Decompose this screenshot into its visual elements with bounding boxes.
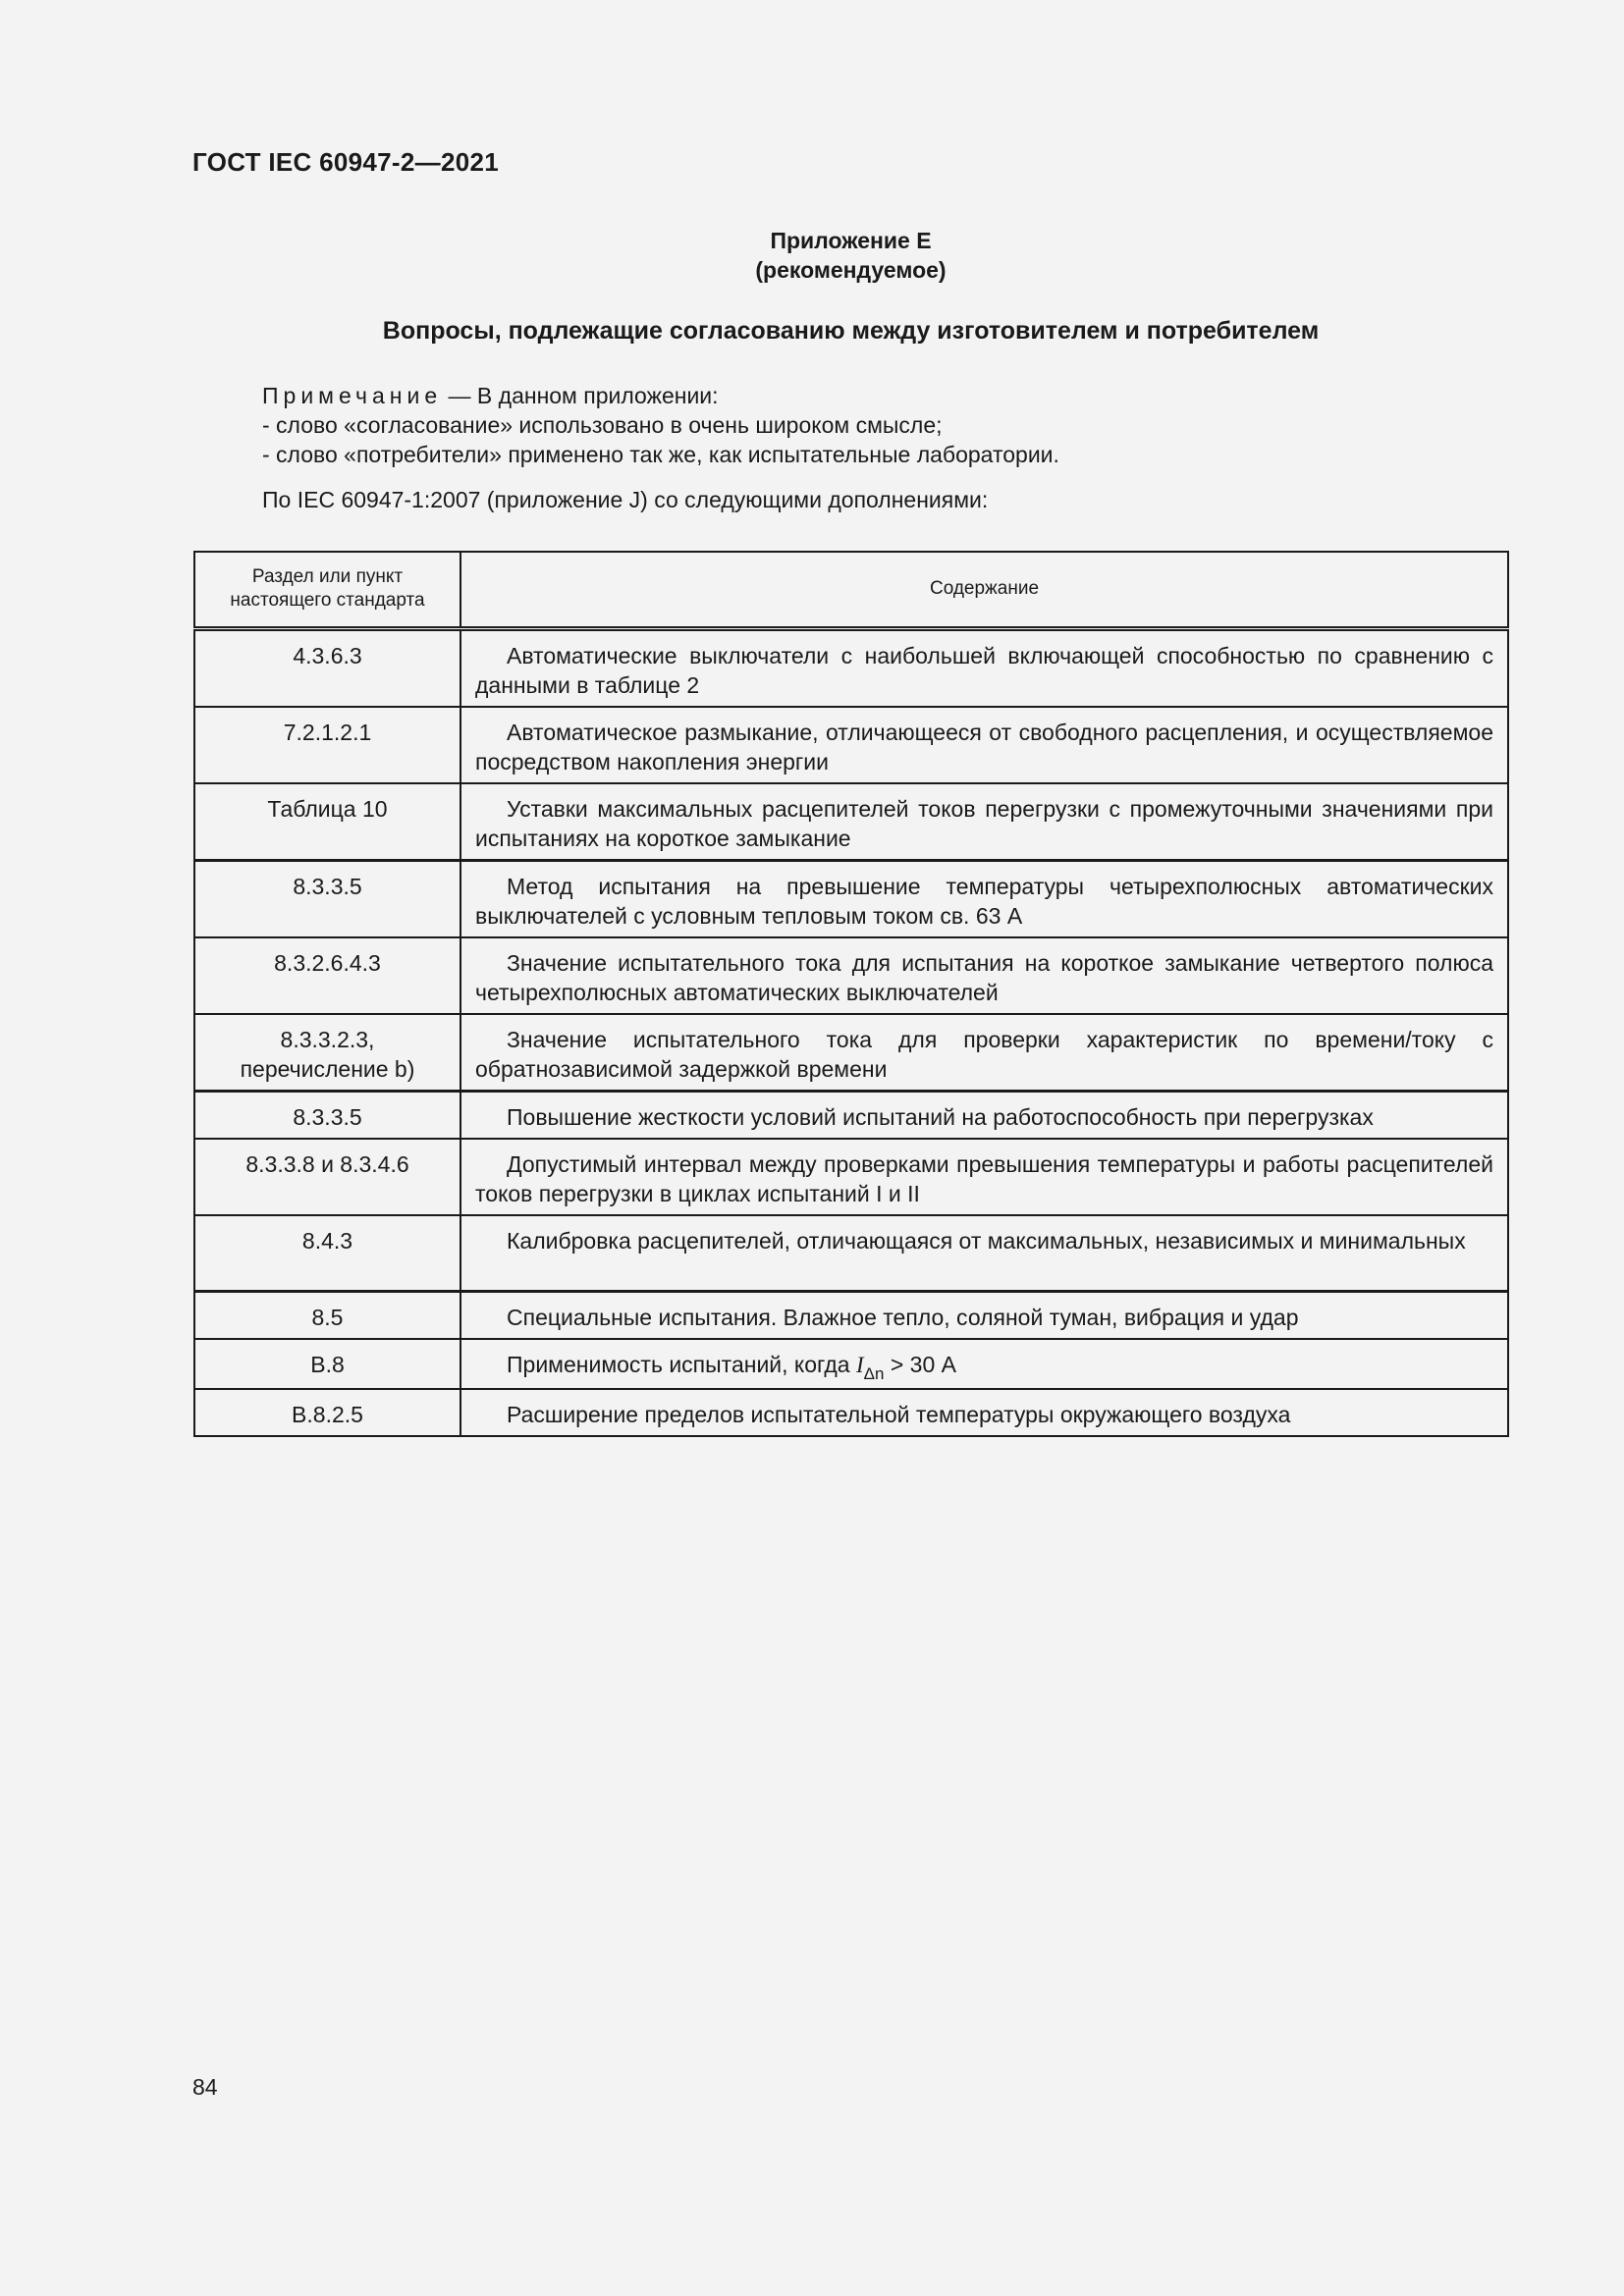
table-row	[194, 628, 1508, 707]
table-row	[194, 783, 1508, 861]
note-label: Примечание	[262, 383, 443, 408]
note-text: — В данном приложении:	[442, 383, 719, 408]
section-cell: В.8.2.5	[194, 1389, 460, 1436]
section-cell: Таблица 10	[194, 783, 460, 861]
note-line-2: - слово «потребители» применено так же, как испытательные лаборатории.	[262, 442, 1059, 467]
content-cell: Специальные испытания. Влажное тепло, соляной туман, вибрация и удар	[460, 1292, 1508, 1340]
content-cell: Допустимый интервал между проверками превышения температуры и работы расцепителей токов перегрузки в циклах испытаний I и II	[460, 1139, 1508, 1215]
note-first-line	[262, 381, 1059, 410]
section-cell: 8.4.3	[194, 1215, 460, 1292]
section-cell: 4.3.6.3	[194, 628, 460, 707]
table-row	[194, 860, 1508, 937]
section-cell: 8.5	[194, 1292, 460, 1340]
table-row	[194, 937, 1508, 1014]
content-cell: Уставки максимальных расцепителей токов перегрузки с промежуточными значениями при испытаниях на короткое замыкание	[460, 783, 1508, 861]
section-cell: 8.3.3.5	[194, 860, 460, 937]
annex-title: Вопросы, подлежащие согласованию между изготовителем и потребителем	[382, 317, 1320, 345]
content-cell: Значение испытательного тока для проверки характеристик по времени/току с обратнозависимой задержкой времени	[460, 1014, 1508, 1092]
note-line-1: - слово «согласование» использовано в очень широком смысле;	[262, 412, 943, 438]
intro-paragraph: По IEC 60947-1:2007 (приложение J) со следующими дополнениями:	[262, 487, 989, 512]
page-number: 84	[192, 2074, 218, 2100]
content-cell: Расширение пределов испытательной температуры окружающего воздуха	[460, 1389, 1508, 1436]
section-cell: 8.3.2.6.4.3	[194, 937, 460, 1014]
col2-header: Содержание	[460, 552, 1508, 628]
section-cell: 8.3.3.8 и 8.3.4.6	[194, 1139, 460, 1215]
table-row	[194, 1215, 1508, 1292]
content-cell: Автоматическое размыкание, отличающееся от свободного расцепления, и осуществляемое посредством накопления энергии	[460, 707, 1508, 783]
document-header: ГОСТ IEC 60947-2—2021	[192, 147, 499, 177]
content-cell: Метод испытания на превышение температуры четырехполюсных автоматических выключателей с условным тепловым током св. 63 А	[460, 860, 1508, 937]
note-block	[262, 381, 1059, 469]
current-symbol-subscript: Δn	[863, 1364, 885, 1383]
agreement-table	[193, 551, 1509, 1437]
content-cell: Калибровка расцепителей, отличающаяся от максимальных, независимых и минимальных	[460, 1215, 1508, 1292]
table-row	[194, 1139, 1508, 1215]
table-row	[194, 1091, 1508, 1139]
table-row	[194, 1389, 1508, 1436]
section-cell: 8.3.3.2.3, перечисление b)	[194, 1014, 460, 1092]
table-header-row	[194, 552, 1508, 628]
annex-label: Приложение Е	[770, 228, 932, 253]
section-cell: 7.2.1.2.1	[194, 707, 460, 783]
table-row	[194, 707, 1508, 783]
content-cell: Повышение жесткости условий испытаний на работоспособность при перегрузках	[460, 1091, 1508, 1139]
section-cell: 8.3.3.5	[194, 1091, 460, 1139]
annex-heading	[0, 226, 1624, 285]
content-cell: Применимость испытаний, когда $I_{\Delta n} > 30$ А	[460, 1339, 1508, 1389]
content-cell: Значение испытательного тока для испытания на короткое замыкание четвертого полюса четырехполюсных автоматических выключателей	[460, 937, 1508, 1014]
section-cell: В.8	[194, 1339, 460, 1389]
annex-status: (рекомендуемое)	[755, 257, 947, 283]
content-cell: Автоматические выключатели с наибольшей включающей способностью по сравнению с данными в таблице 2	[460, 628, 1508, 707]
col1-header: Раздел или пункт настоящего стандарта	[194, 552, 460, 628]
table-row	[194, 1292, 1508, 1340]
table-row	[194, 1014, 1508, 1092]
table-row	[194, 1339, 1508, 1389]
current-symbol: I	[855, 1353, 864, 1377]
